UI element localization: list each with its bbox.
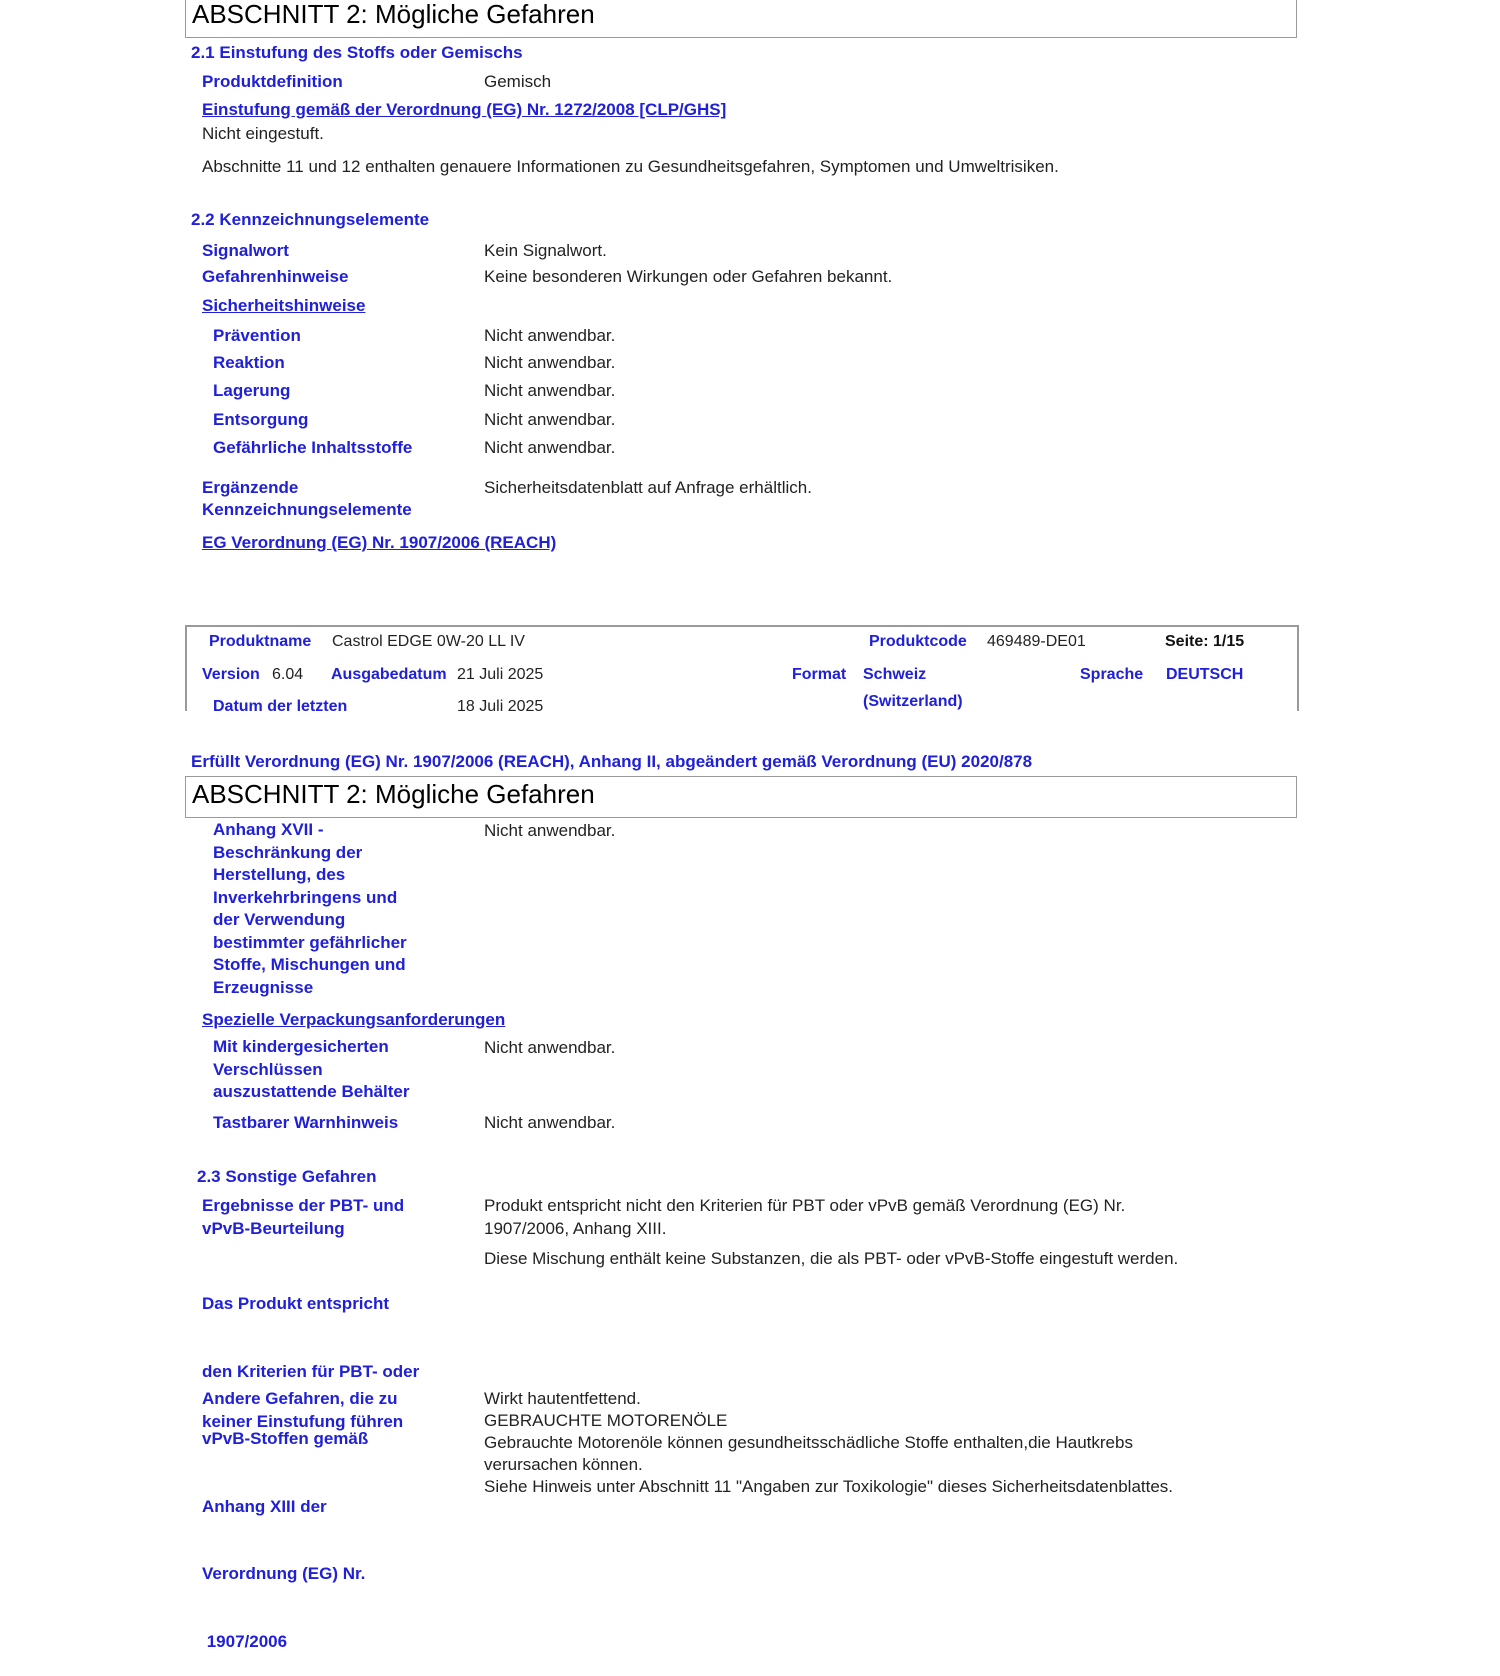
- signalwort-label: Signalwort: [202, 241, 289, 260]
- page-number: Seite: 1/15: [1165, 633, 1245, 650]
- produktname-value: Castrol EDGE 0W-20 LL IV: [332, 633, 525, 650]
- tastbar-value: Nicht anwendbar.: [484, 1113, 616, 1132]
- pbt-value-line: 1907/2006, Anhang XIII.: [484, 1218, 667, 1238]
- verpackung-link[interactable]: Spezielle Verpackungsanforderungen: [202, 1010, 506, 1029]
- version-value: 6.04: [272, 666, 304, 683]
- format-value-line1: Schweiz: [863, 666, 927, 683]
- gefaehrliche-inhaltsstoffe-value: Nicht anwendbar.: [484, 438, 616, 457]
- kindersicher-label-line: auszustattende Behälter: [213, 1082, 410, 1101]
- subsection-heading-2-2: 2.2 Kennzeichnungselemente: [191, 210, 430, 229]
- reach-link[interactable]: EG Verordnung (EG) Nr. 1907/2006 (REACH): [202, 533, 557, 552]
- clp-classification-value: Nicht eingestuft.: [202, 124, 324, 143]
- pbt-label-line: vPvB-Beurteilung: [202, 1218, 345, 1238]
- kindersicher-label-line: Verschlüssen: [213, 1059, 323, 1079]
- andere-gefahren-value-line: Gebrauchte Motorenöle können gesundheitsschädliche Stoffe enthalten,die Hautkrebs: [484, 1433, 1133, 1452]
- ergaenzende-label-line2: Kennzeichnungselemente: [202, 500, 412, 519]
- andere-gefahren-value-line: GEBRAUCHTE MOTORENÖLE: [484, 1411, 728, 1430]
- kriterien-value: Diese Mischung enthält keine Substanzen, die als PBT- oder vPvB-Stoffe eingestuft werden.: [484, 1249, 1179, 1268]
- andere-gefahren-value-line: verursachen können.: [484, 1455, 643, 1474]
- sprache-value: DEUTSCH: [1166, 666, 1244, 683]
- reaktion-label: Reaktion: [213, 353, 285, 372]
- section-title-page2: ABSCHNITT 2: Mögliche Gefahren: [192, 779, 595, 809]
- gefahrenhinweise-value: Keine besonderen Wirkungen oder Gefahren bekannt.: [484, 267, 893, 286]
- lagerung-value: Nicht anwendbar.: [484, 381, 616, 400]
- sicherheitshinweise-link[interactable]: Sicherheitshinweise: [202, 296, 366, 315]
- pbt-label: [202, 1195, 404, 1240]
- gefaehrliche-inhaltsstoffe-label: Gefährliche Inhaltsstoffe: [213, 438, 413, 457]
- lagerung-label: Lagerung: [213, 381, 291, 400]
- anhang-xvii-label-line: Stoffe, Mischungen und: [213, 955, 406, 974]
- subsection-heading-2-1: 2.1 Einstufung des Stoffs oder Gemischs: [191, 43, 523, 62]
- reach-compliance-header: Erfüllt Verordnung (EG) Nr. 1907/2006 (REACH), Anhang II, abgeändert gemäß Verordnung (EU) 2020/878: [191, 752, 1033, 771]
- format-label: Format: [792, 666, 847, 683]
- tastbar-label: Tastbarer Warnhinweis: [213, 1113, 399, 1132]
- gefahrenhinweise-label: Gefahrenhinweise: [202, 267, 349, 286]
- ausgabedatum-value: 21 Juli 2025: [457, 666, 544, 683]
- anhang-xvii-label-line: Beschränkung der: [213, 842, 363, 862]
- ergaenzende-label-line1: Ergänzende: [202, 478, 299, 497]
- pbt-value-line: Produkt entspricht nicht den Kriterien für PBT oder vPvB gemäß Verordnung (EG) Nr.: [484, 1196, 1126, 1215]
- ausgabedatum-label: Ausgabedatum: [331, 666, 447, 683]
- pbt-value: [484, 1195, 1125, 1240]
- kriterien-label-line: den Kriterien für PBT- oder: [202, 1361, 420, 1381]
- praevention-value: Nicht anwendbar.: [484, 326, 616, 345]
- kriterien-label-line: Das Produkt entspricht: [202, 1294, 390, 1313]
- clp-classification-link[interactable]: Einstufung gemäß der Verordnung (EG) Nr. 1272/2008 [CLP/GHS]: [202, 100, 727, 119]
- praevention-label: Prävention: [213, 326, 301, 345]
- ergaenzende-value: Sicherheitsdatenblatt auf Anfrage erhältlich.: [484, 478, 812, 497]
- produktdefinition-label: Produktdefinition: [202, 72, 343, 91]
- subsection-heading-2-3: 2.3 Sonstige Gefahren: [197, 1167, 377, 1186]
- kindersicher-label-line: Mit kindergesicherten: [213, 1037, 389, 1056]
- anhang-xvii-label-line: bestimmter gefährlicher: [213, 932, 407, 952]
- anhang-xvii-label-line: Herstellung, des: [213, 865, 346, 884]
- andere-gefahren-value: [484, 1388, 1173, 1498]
- anhang-xvii-label-line: Anhang XVII -: [213, 820, 324, 839]
- signalwort-value: Kein Signalwort.: [484, 241, 607, 260]
- section-title: ABSCHNITT 2: Mögliche Gefahren: [192, 0, 595, 29]
- sprache-label: Sprache: [1080, 666, 1144, 683]
- kriterien-label-line: 1907/2006: [202, 1631, 288, 1651]
- reaktion-value: Nicht anwendbar.: [484, 353, 616, 372]
- anhang-xvii-value: Nicht anwendbar.: [484, 821, 616, 840]
- kriterien-label-line: vPvB-Stoffen gemäß: [202, 1429, 369, 1448]
- produktdefinition-value: Gemisch: [484, 72, 552, 91]
- letzte-ausgabe-value: 18 Juli 2025: [457, 698, 544, 711]
- anhang-xvii-label: [213, 819, 407, 999]
- kriterien-label: [202, 1248, 419, 1676]
- andere-gefahren-label-line: keiner Einstufung führen: [202, 1411, 404, 1431]
- letzte-ausgabe-label: Datum der letzten: [213, 698, 348, 711]
- kriterien-label-line: Anhang XIII der: [202, 1496, 327, 1516]
- anhang-xvii-label-line: der Verwendung: [213, 910, 346, 929]
- produktcode-label: Produktcode: [869, 633, 967, 650]
- entsorgung-label: Entsorgung: [213, 410, 309, 429]
- kindersicher-label: [213, 1036, 410, 1104]
- kindersicher-value: Nicht anwendbar.: [484, 1038, 616, 1057]
- entsorgung-value: Nicht anwendbar.: [484, 410, 616, 429]
- section-header-box: [185, 0, 1297, 38]
- andere-gefahren-label-line: Andere Gefahren, die zu: [202, 1389, 398, 1408]
- document-footer: [185, 625, 1299, 711]
- produktcode-value: 469489-DE01: [987, 633, 1086, 650]
- kriterien-label-line: Verordnung (EG) Nr.: [202, 1564, 366, 1583]
- andere-gefahren-value-line: Wirkt hautentfettend.: [484, 1389, 641, 1408]
- anhang-xvii-label-line: Erzeugnisse: [213, 977, 314, 997]
- andere-gefahren-label: [202, 1388, 403, 1433]
- version-label: Version: [202, 666, 260, 683]
- classification-note: Abschnitte 11 und 12 enthalten genauere Informationen zu Gesundheitsgefahren, Symptomen und Umweltrisiken.: [202, 157, 1059, 176]
- andere-gefahren-value-line: Siehe Hinweis unter Abschnitt 11 "Angaben zur Toxikologie" dieses Sicherheitsdatenblattes.: [484, 1477, 1174, 1496]
- produktname-label: Produktname: [209, 633, 312, 650]
- format-value-line2: (Switzerland): [863, 693, 963, 710]
- pbt-label-line: Ergebnisse der PBT- und: [202, 1196, 405, 1215]
- section-header-box-page2: [185, 776, 1297, 818]
- anhang-xvii-label-line: Inverkehrbringens und: [213, 887, 398, 907]
